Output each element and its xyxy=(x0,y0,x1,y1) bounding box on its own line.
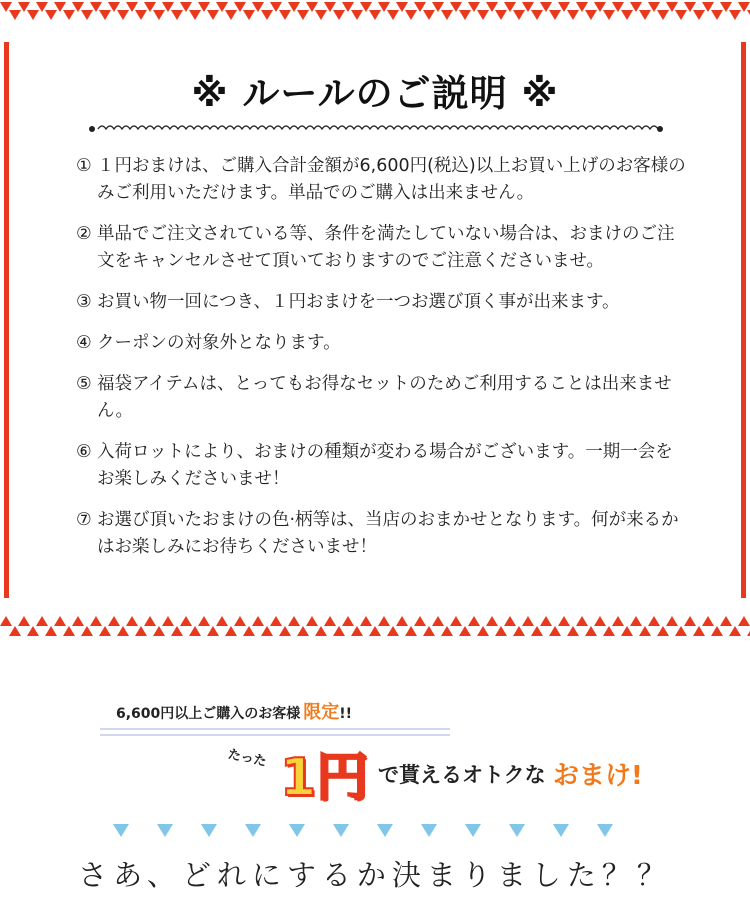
border-triangle xyxy=(513,10,525,20)
border-triangle xyxy=(261,10,273,20)
rule-number: ① xyxy=(76,156,92,176)
border-triangle xyxy=(324,616,336,626)
border-triangle xyxy=(486,616,498,626)
border-triangle xyxy=(585,626,597,636)
border-triangle xyxy=(657,10,669,20)
border-triangle xyxy=(333,10,345,20)
border-triangle xyxy=(153,10,165,20)
rule-number: ④ xyxy=(76,333,92,353)
closing-question: さあ、どれにするか決まりました？？ xyxy=(78,858,672,892)
border-triangle xyxy=(315,626,327,636)
decor-triangle xyxy=(553,824,569,837)
border-triangle xyxy=(414,616,426,626)
border-triangle xyxy=(711,626,723,636)
bottom-triangle-border xyxy=(0,614,750,638)
border-triangle xyxy=(459,10,471,20)
border-triangle xyxy=(99,626,111,636)
border-triangle xyxy=(207,10,219,20)
border-triangle xyxy=(567,626,579,636)
border-triangle xyxy=(9,626,21,636)
border-triangle xyxy=(279,626,291,636)
border-triangle xyxy=(720,616,732,626)
border-triangle xyxy=(369,10,381,20)
rules-list xyxy=(76,153,686,575)
border-triangle xyxy=(675,626,687,636)
border-triangle xyxy=(603,626,615,636)
decor-triangle xyxy=(157,824,173,837)
border-triangle xyxy=(702,616,714,626)
border-triangle xyxy=(378,616,390,626)
border-triangle xyxy=(243,626,255,636)
rule-number: ⑤ xyxy=(76,374,92,394)
border-triangle xyxy=(693,626,705,636)
border-triangle xyxy=(621,10,633,20)
border-triangle xyxy=(144,616,156,626)
border-triangle xyxy=(216,616,228,626)
border-triangle xyxy=(684,616,696,626)
border-triangle xyxy=(693,10,705,20)
border-triangle xyxy=(162,616,174,626)
border-triangle xyxy=(621,626,633,636)
border-triangle xyxy=(441,626,453,636)
promo-rest-text: で貰えるオトクな xyxy=(378,763,546,787)
promo-one-yen: 1円 xyxy=(280,748,369,808)
rule-item-4 xyxy=(76,330,686,357)
border-triangle xyxy=(333,626,345,636)
border-triangle xyxy=(198,616,210,626)
border-triangle xyxy=(630,616,642,626)
border-triangle xyxy=(45,10,57,20)
decor-triangle xyxy=(333,824,349,837)
border-triangle xyxy=(63,626,75,636)
border-triangle xyxy=(225,626,237,636)
border-triangle xyxy=(423,10,435,20)
border-triangle xyxy=(288,616,300,626)
border-triangle xyxy=(423,626,435,636)
border-triangle xyxy=(171,10,183,20)
border-triangle xyxy=(153,626,165,636)
border-triangle xyxy=(738,616,750,626)
border-triangle xyxy=(90,616,102,626)
border-triangle xyxy=(81,10,93,20)
border-triangle xyxy=(243,10,255,20)
rule-item-7 xyxy=(76,507,686,561)
border-triangle xyxy=(639,626,651,636)
rule-number: ⑦ xyxy=(76,510,92,530)
border-triangle xyxy=(63,10,75,20)
border-triangle xyxy=(234,616,246,626)
border-triangle xyxy=(45,626,57,636)
top-triangle-border xyxy=(0,0,750,22)
promo-omake-text: おまけ! xyxy=(553,761,643,791)
border-triangle xyxy=(441,10,453,20)
border-triangle xyxy=(594,616,606,626)
border-triangle xyxy=(27,626,39,636)
border-triangle xyxy=(297,10,309,20)
decor-triangle xyxy=(289,824,305,837)
border-triangle xyxy=(729,626,741,636)
decor-triangle xyxy=(113,824,129,837)
rule-text: お選び頂いたおまけの色·柄等は、当店のおまかせとなります。何が来るかはお楽しみにお待ちくださいませ！ xyxy=(97,510,679,557)
border-triangle xyxy=(54,616,66,626)
border-triangle xyxy=(99,10,111,20)
border-triangle xyxy=(513,626,525,636)
decor-triangle xyxy=(465,824,481,837)
decor-triangle xyxy=(201,824,217,837)
border-triangle xyxy=(117,626,129,636)
decor-triangle xyxy=(597,824,613,837)
border-triangle xyxy=(675,10,687,20)
border-triangle xyxy=(279,10,291,20)
border-triangle xyxy=(315,10,327,20)
border-triangle xyxy=(171,626,183,636)
border-triangle xyxy=(639,10,651,20)
blue-triangle-row xyxy=(113,822,643,840)
border-triangle xyxy=(612,616,624,626)
border-triangle xyxy=(387,10,399,20)
border-triangle xyxy=(468,616,480,626)
promo-condition xyxy=(116,698,352,724)
rule-text: 単品でご注文されている等、条件を満たしていない場合は、おまけのご注文をキャンセルさせて頂いておりますのでご注意くださいませ。 xyxy=(97,224,675,271)
border-triangle xyxy=(495,626,507,636)
border-triangle xyxy=(297,626,309,636)
border-triangle xyxy=(549,10,561,20)
border-triangle xyxy=(225,10,237,20)
border-triangle xyxy=(126,616,138,626)
border-triangle xyxy=(495,10,507,20)
border-triangle xyxy=(396,616,408,626)
border-triangle xyxy=(450,616,462,626)
rule-item-2 xyxy=(76,221,686,275)
border-triangle xyxy=(540,616,552,626)
rule-item-1 xyxy=(76,153,686,207)
border-triangle xyxy=(729,10,741,20)
border-triangle xyxy=(711,10,723,20)
border-triangle xyxy=(180,616,192,626)
promo-headline xyxy=(226,735,668,808)
wavy-divider xyxy=(88,122,664,136)
border-triangle xyxy=(549,626,561,636)
promo-limited-label: 限定 xyxy=(303,702,340,723)
border-triangle xyxy=(558,616,570,626)
border-triangle xyxy=(9,10,21,20)
border-triangle xyxy=(657,626,669,636)
rule-text: １円おまけは、ご購入合計金額が6,600円(税込)以上お買い上げのお客様のみご利用いただけます。単品でのご購入は出来ません。 xyxy=(97,156,686,203)
border-triangle xyxy=(0,616,12,626)
rule-text: 入荷ロットにより、おまけの種類が変わる場合がございます。一期一会をお楽しみくださいませ！ xyxy=(97,442,673,489)
rule-number: ⑥ xyxy=(76,442,92,462)
rule-number: ③ xyxy=(76,292,92,312)
border-triangle xyxy=(342,616,354,626)
border-triangle xyxy=(585,10,597,20)
border-triangle xyxy=(189,626,201,636)
border-triangle xyxy=(432,616,444,626)
promo-limited-exclaim: !! xyxy=(339,706,353,722)
promo-small-text: たった xyxy=(226,747,268,770)
decor-triangle xyxy=(509,824,525,837)
border-triangle xyxy=(531,626,543,636)
rule-text: 福袋アイテムは、とってもお得なセットのためご利用することは出来ません。 xyxy=(97,374,672,421)
decor-triangle xyxy=(421,824,437,837)
rule-text: お買い物一回につき、１円おまけを一つお選び頂く事が出来ます。 xyxy=(97,292,620,312)
border-triangle xyxy=(36,616,48,626)
border-triangle xyxy=(387,626,399,636)
border-triangle xyxy=(351,10,363,20)
border-triangle xyxy=(477,626,489,636)
border-triangle xyxy=(18,616,30,626)
rules-title: ※ ルールのご説明 ※ xyxy=(191,72,559,115)
border-triangle xyxy=(189,10,201,20)
frame-right-line xyxy=(741,42,746,598)
rule-item-3 xyxy=(76,289,686,316)
border-triangle xyxy=(252,616,264,626)
border-triangle xyxy=(135,10,147,20)
border-triangle xyxy=(405,10,417,20)
rule-number: ② xyxy=(76,224,92,244)
border-triangle xyxy=(207,626,219,636)
promo-condition-text: 6,600円以上ご購入のお客様 xyxy=(116,706,301,722)
border-triangle xyxy=(360,616,372,626)
decor-triangle xyxy=(245,824,261,837)
border-triangle xyxy=(369,626,381,636)
border-triangle xyxy=(27,10,39,20)
border-triangle xyxy=(351,626,363,636)
border-triangle xyxy=(576,616,588,626)
border-triangle xyxy=(567,10,579,20)
border-triangle xyxy=(261,626,273,636)
border-triangle xyxy=(270,616,282,626)
border-triangle xyxy=(648,616,660,626)
border-triangle xyxy=(459,626,471,636)
border-triangle xyxy=(666,616,678,626)
border-triangle xyxy=(72,616,84,626)
rule-item-5 xyxy=(76,371,686,425)
border-triangle xyxy=(405,626,417,636)
decor-triangle xyxy=(377,824,393,837)
rule-text: クーポンの対象外となります。 xyxy=(97,333,341,353)
border-triangle xyxy=(477,10,489,20)
border-triangle xyxy=(81,626,93,636)
border-triangle xyxy=(531,10,543,20)
border-triangle xyxy=(108,616,120,626)
border-triangle xyxy=(306,616,318,626)
frame-left-line xyxy=(4,42,9,598)
border-triangle xyxy=(117,10,129,20)
rule-item-6 xyxy=(76,439,686,493)
border-triangle xyxy=(135,626,147,636)
border-triangle xyxy=(603,10,615,20)
border-triangle xyxy=(522,616,534,626)
border-triangle xyxy=(504,616,516,626)
